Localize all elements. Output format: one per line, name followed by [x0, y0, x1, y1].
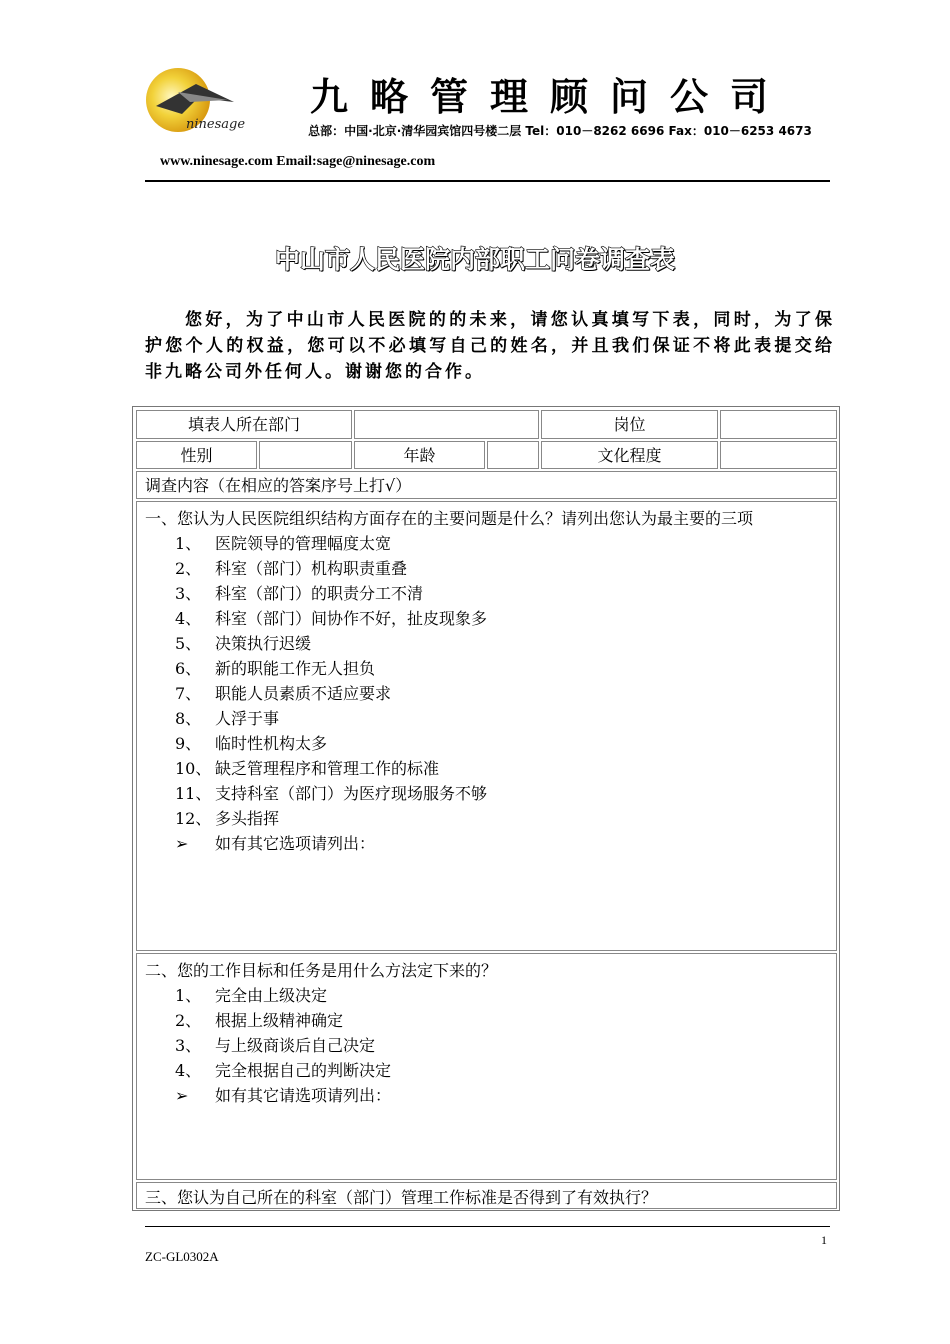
question-section-1 — [136, 501, 837, 951]
option-item[interactable]: 5、 决策执行迟缓 — [175, 634, 312, 653]
ninesage-logo — [138, 62, 268, 142]
label-department: 填表人所在部门 — [136, 410, 352, 439]
survey-instructions: 调查内容（在相应的答案序号上打√） — [136, 471, 837, 499]
label-age: 年龄 — [354, 441, 485, 469]
arrow-bullet-icon: ➢ — [175, 1086, 189, 1105]
footer-divider — [145, 1226, 830, 1227]
question-1-options — [145, 531, 830, 856]
intro-paragraph: 您好，为了中山市人民医院的的未来，请您认真填写下表，同时，为了保护您个人的权益，您可以不必填写自己的姓名，并且我们保证不将此表提交给非九略公司外任何人。谢谢您的合作。 — [145, 310, 835, 382]
other-option-prompt[interactable]: ➢ 如有其它请选项请列出： — [145, 1083, 830, 1108]
field-position[interactable] — [720, 410, 837, 439]
company-name: 九略管理顾问公司 — [309, 74, 790, 119]
field-department[interactable] — [354, 410, 539, 439]
option-item[interactable]: 6、 新的职能工作无人担负 — [175, 659, 376, 678]
option-item[interactable]: 8、 人浮于事 — [175, 709, 280, 728]
option-item[interactable]: 4、 科室（部门）间协作不好，扯皮现象多 — [175, 609, 488, 628]
option-item[interactable]: 12、 多头指挥 — [175, 809, 280, 828]
option-item[interactable]: 7、 职能人员素质不适应要求 — [175, 684, 392, 703]
page-number: 1 — [821, 1233, 827, 1247]
document-code: ZC-GL0302A — [145, 1249, 219, 1264]
option-item[interactable]: 11、 支持科室（部门）为医疗现场服务不够 — [175, 784, 488, 803]
company-address: 总部：中国·北京·清华园宾馆四号楼二层 Tel：010－8262 6696 Fax：010－6253 4673 — [308, 124, 812, 138]
question-3: 三、您认为自己所在的科室（部门）管理工作标准是否得到了有效执行？ — [145, 1188, 658, 1207]
field-gender[interactable] — [259, 441, 352, 469]
field-education[interactable] — [720, 441, 837, 469]
other-option-prompt[interactable]: ➢ 如有其它选项请列出： — [145, 831, 830, 856]
option-item[interactable]: 1、 完全由上级决定 — [175, 986, 328, 1005]
option-item[interactable]: 9、 临时性机构太多 — [175, 734, 328, 753]
option-item[interactable]: 10、 缺乏管理程序和管理工作的标准 — [175, 759, 440, 778]
option-item[interactable]: 1、 医院领导的管理幅度太宽 — [175, 534, 392, 553]
svg-text:ninesage: ninesage — [186, 117, 246, 132]
option-item[interactable]: 2、 根据上级精神确定 — [175, 1011, 344, 1030]
option-item[interactable]: 3、 与上级商谈后自己决定 — [175, 1036, 376, 1055]
label-position: 岗位 — [541, 410, 718, 439]
option-item[interactable]: 2、 科室（部门）机构职责重叠 — [175, 559, 408, 578]
arrow-bullet-icon: ➢ — [175, 834, 189, 853]
header-divider — [145, 180, 830, 182]
question-2-options — [145, 983, 830, 1108]
question-section-3 — [136, 1182, 837, 1209]
survey-form — [132, 406, 840, 1211]
option-item[interactable]: 4、 完全根据自己的判断决定 — [175, 1061, 392, 1080]
field-age[interactable] — [487, 441, 539, 469]
label-gender: 性别 — [136, 441, 257, 469]
label-education: 文化程度 — [541, 441, 718, 469]
document-title: 中山市人民医院内部职工问卷调查表 — [274, 245, 675, 274]
question-1: 一、您认为人民医院组织结构方面存在的主要问题是什么？请列出您认为最主要的三项 — [145, 509, 754, 528]
question-2: 二、您的工作目标和任务是用什么方法定下来的？ — [145, 961, 498, 980]
option-item[interactable]: 3、 科室（部门）的职责分工不清 — [175, 584, 424, 603]
company-contact: www.ninesage.com Email:sage@ninesage.com — [160, 154, 436, 169]
question-section-2 — [136, 953, 837, 1180]
